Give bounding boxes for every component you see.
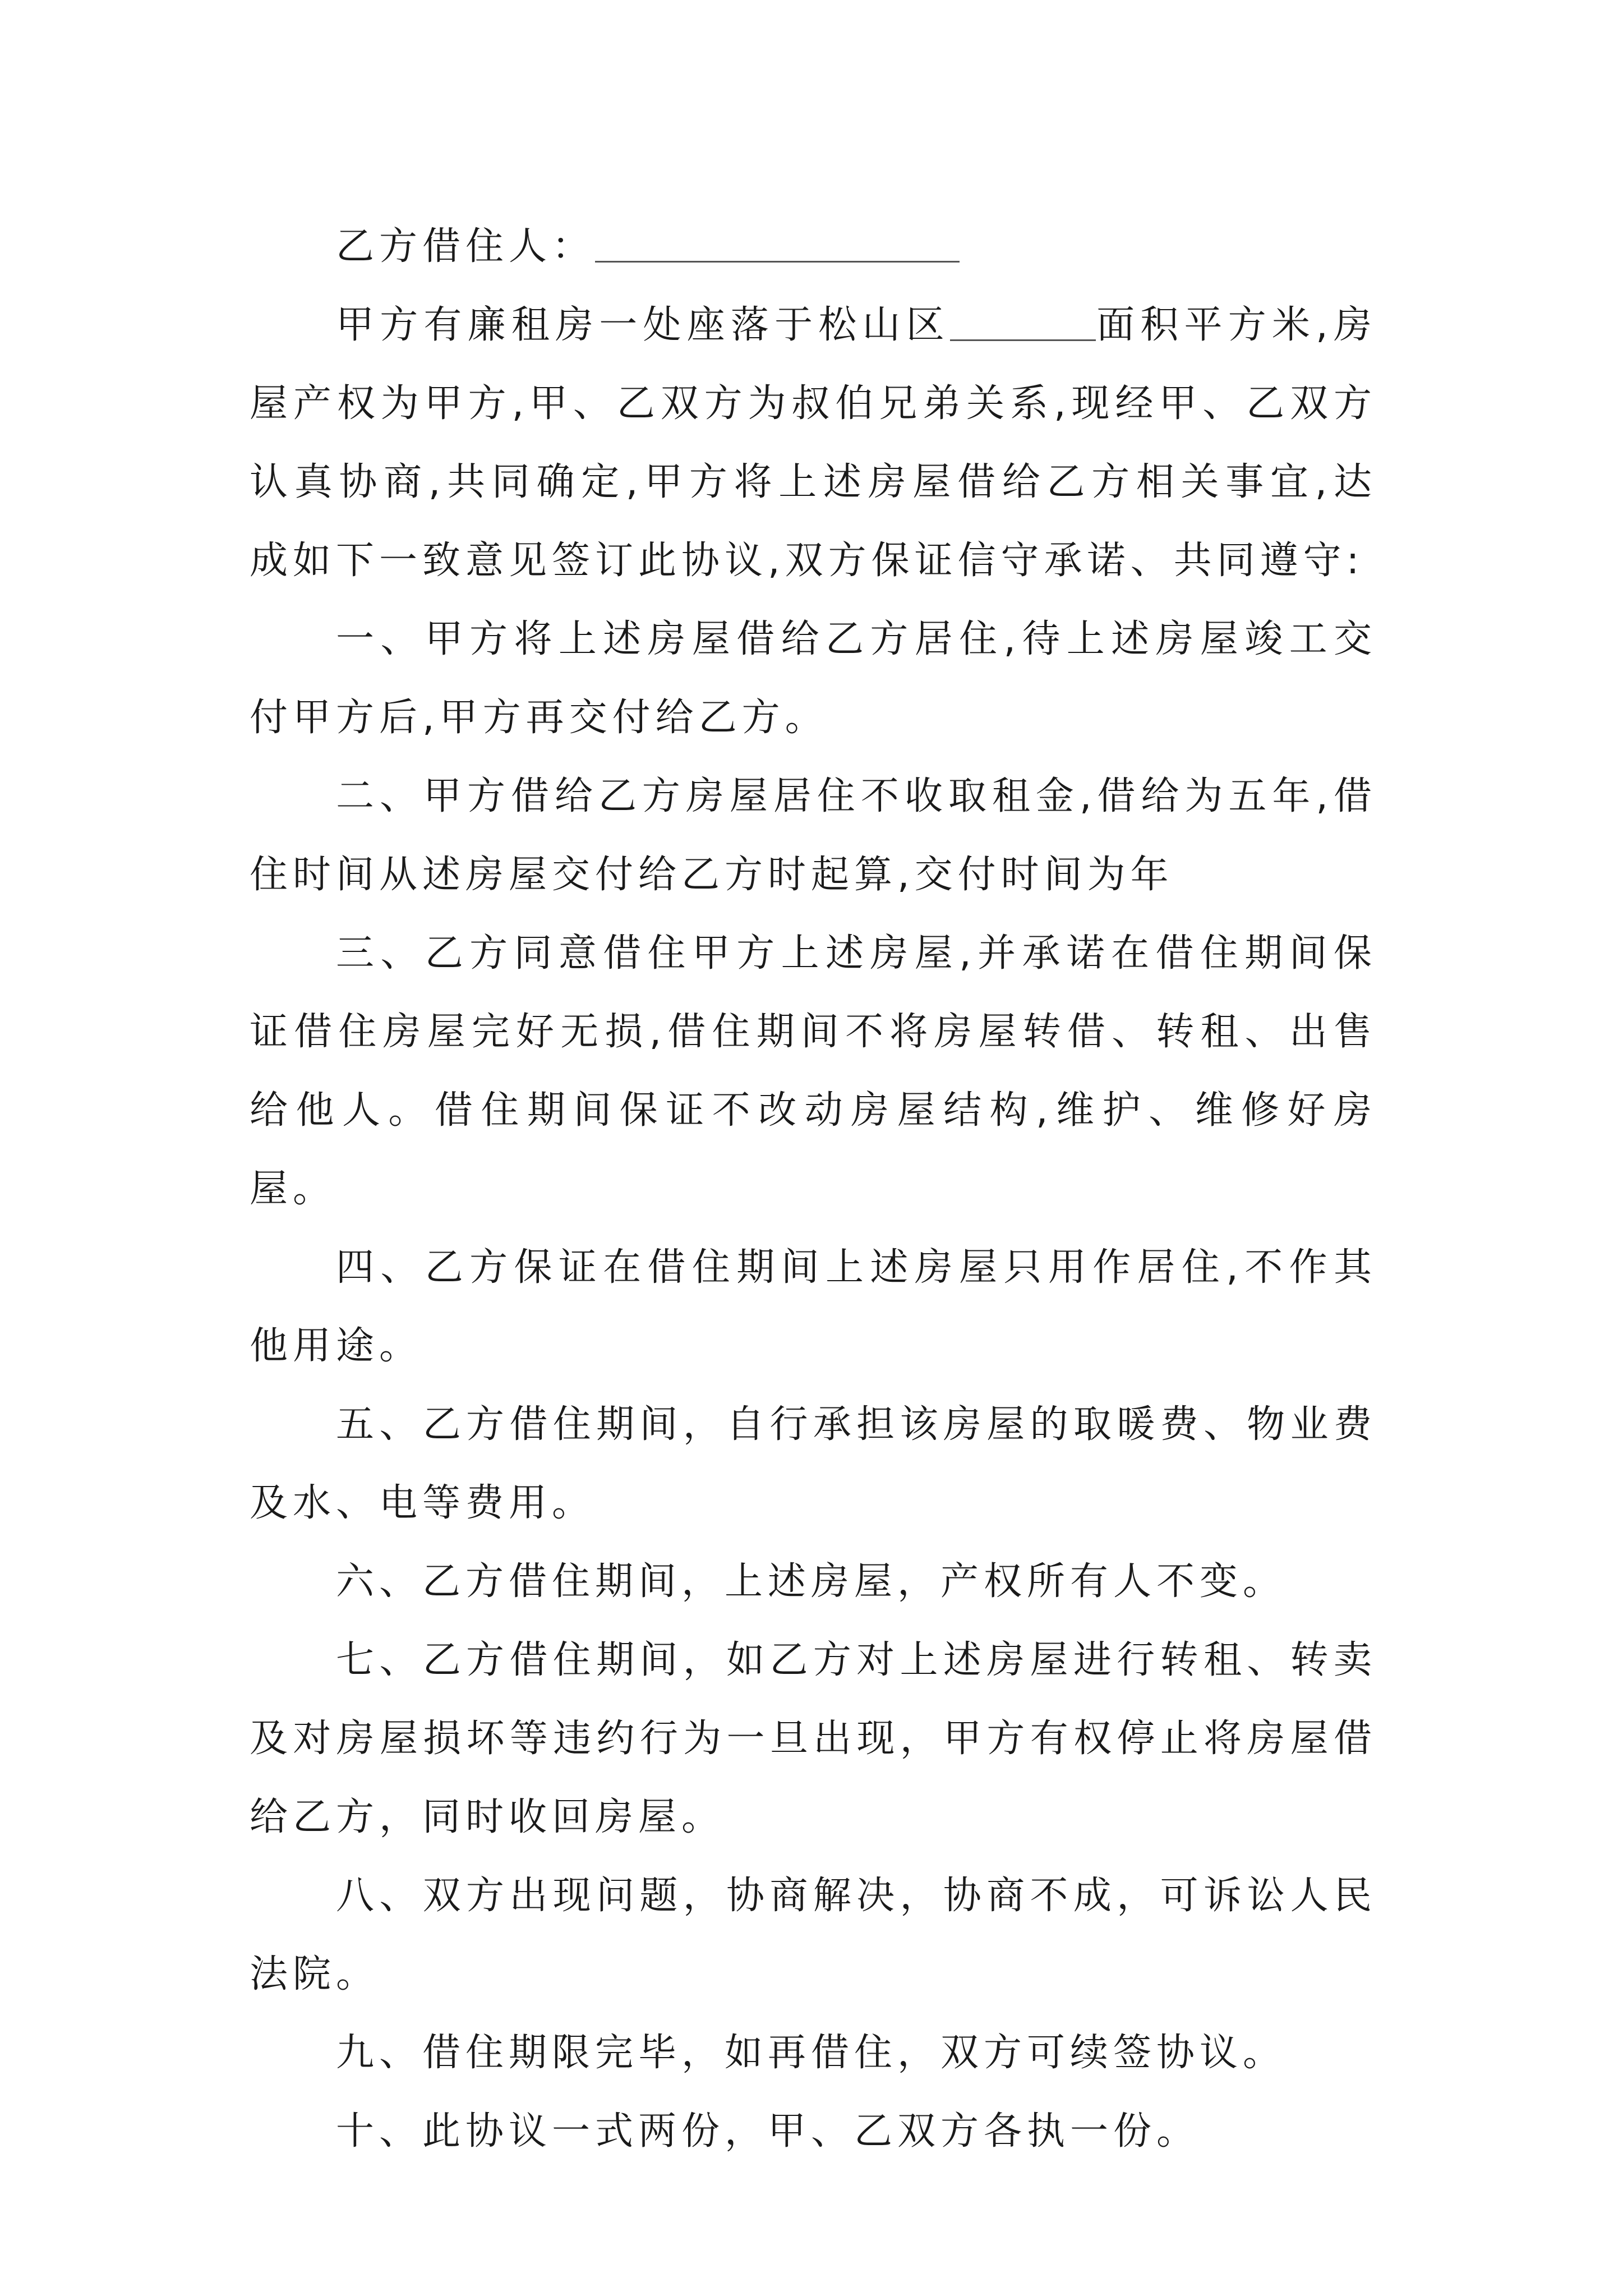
clause-5: 五、乙方借住期间，自行承担该房屋的取暖费、物业费及水、电等费用。 [250, 1402, 1377, 1525]
clause-4: 四、乙方保证在借住期间上述房屋只用作居住,不作其他用途。 [250, 1245, 1377, 1368]
borrower-line [250, 208, 1377, 286]
borrower-label: 乙方借住人： [336, 224, 596, 269]
location-blank [950, 306, 1096, 341]
clause-3: 三、乙方同意借住甲方上述房屋,并承诺在借住期间保证借住房屋完好无损,借住期间不将房屋转借、转租、出售给他人。借住期间保证不改动房屋结构,维护、维修好房屋。 [250, 931, 1377, 1211]
clause-7: 七、乙方借住期间，如乙方对上述房屋进行转租、转卖及对房屋损坏等违约行为一旦出现，甲方有权停止将房屋借给乙方，同时收回房屋。 [250, 1638, 1377, 1839]
borrower-blank [595, 227, 960, 263]
clause-6: 六、乙方借住期间，上述房屋，产权所有人不变。 [336, 1559, 1287, 1604]
clause-2: 二、甲方借给乙方房屋居住不收取租金,借给为五年,借住时间从述房屋交付给乙方时起算,交付时间为年 [250, 774, 1377, 897]
intro-text-1: 甲方有廉租房一处座落于松山区 [336, 303, 950, 347]
document-body [250, 208, 1377, 2171]
intro-paragraph [250, 286, 1377, 600]
clause-10: 十、此协议一式两份，甲、乙双方各执一份。 [336, 2109, 1200, 2154]
clause-9: 九、借住期限完毕，如再借住，双方可续签协议。 [336, 2031, 1287, 2075]
clause-8: 八、双方出现问题，协商解决，协商不成，可诉讼人民法院。 [250, 1874, 1377, 1996]
intro-text-2: 面积平方米,房屋产权为甲方,甲、乙双方为叔伯兄弟关系,现经甲、乙双方认真协商,共同确定,甲方将上述房屋借给乙方相关事宜,达成如下一致意见签订此协议,双方保证信守承诺、共同遵守: [250, 303, 1377, 583]
clause-1: 一、甲方将上述房屋借给乙方居住,待上述房屋竣工交付甲方后,甲方再交付给乙方。 [250, 617, 1377, 740]
